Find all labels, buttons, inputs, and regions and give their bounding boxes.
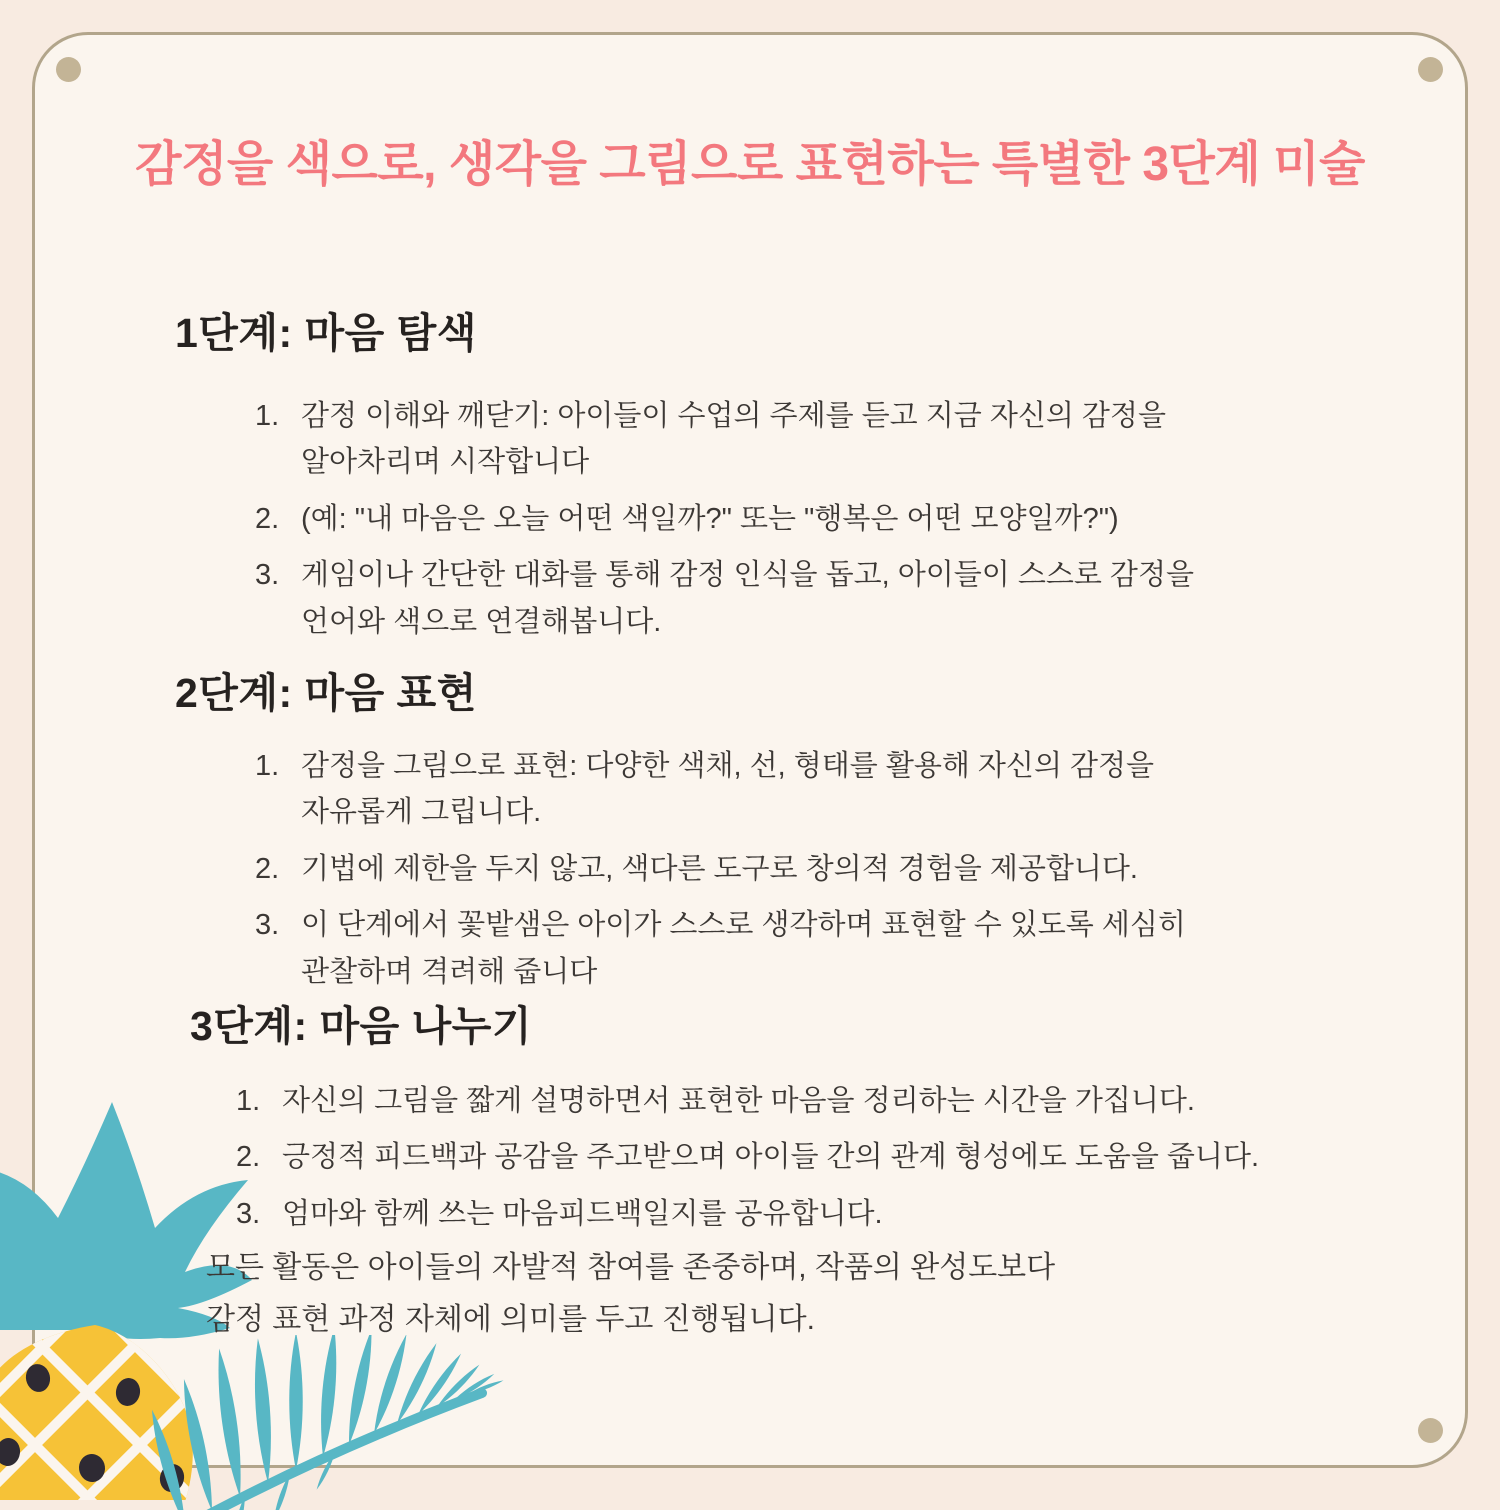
footer-note xyxy=(206,1242,1326,1345)
section-step-2 xyxy=(175,660,1265,1005)
footer-line-2: 감정 표현 과정 자체에 의미를 두고 진행됩니다. xyxy=(206,1302,815,1336)
section-list xyxy=(255,743,1265,995)
section-heading: 2단계: 마음 표현 xyxy=(175,670,477,716)
list-item: 기법에 제한을 두지 않고, 색다른 도구로 창의적 경험을 제공합니다. xyxy=(301,852,1138,885)
page-title: 감정을 색으로, 생각을 그림으로 표현하는 특별한 3단계 미술 xyxy=(135,138,1365,191)
section-step-3 xyxy=(190,993,1356,1247)
section-heading: 1단계: 마음 탐색 xyxy=(175,310,477,356)
list-item: 이 단계에서 꽃밭샘은 아이가 스스로 생각하며 표현할 수 있도록 세심히 관찰하며 격려해 줍니다 xyxy=(301,909,1186,988)
list-item: 감정 이해와 깨닫기: 아이들이 수업의 주제를 듣고 지금 자신의 감정을 알아차리며 시작합니다 xyxy=(301,400,1166,479)
section-heading: 3단계: 마음 나누기 xyxy=(190,1003,532,1049)
section-list xyxy=(255,393,1265,645)
list-item: 긍정적 피드백과 공감을 주고받으며 아이들 간의 관계 형성에도 도움을 줍니다. xyxy=(282,1141,1260,1174)
list-item: 감정을 그림으로 표현: 다양한 색채, 선, 형태를 활용해 자신의 감정을 자유롭게 그립니다. xyxy=(301,750,1155,829)
list-item: (예: "내 마음은 오늘 어떤 색일까?" 또는 "행복은 어떤 모양일까?") xyxy=(301,502,1119,535)
list-item: 게임이나 간단한 대화를 통해 감정 인식을 돕고, 아이들이 스스로 감정을 언어와 색으로 연결해봅니다. xyxy=(301,559,1194,638)
section-step-1 xyxy=(175,300,1265,655)
list-item: 엄마와 함께 쓰는 마음피드백일지를 공유합니다. xyxy=(282,1197,883,1230)
footer-line-1: 모든 활동은 아이들의 자발적 참여를 존중하며, 작품의 완성도보다 xyxy=(206,1251,1056,1284)
section-list xyxy=(236,1078,1356,1237)
list-item: 자신의 그림을 짧게 설명하면서 표현한 마음을 정리하는 시간을 가집니다. xyxy=(282,1085,1195,1117)
